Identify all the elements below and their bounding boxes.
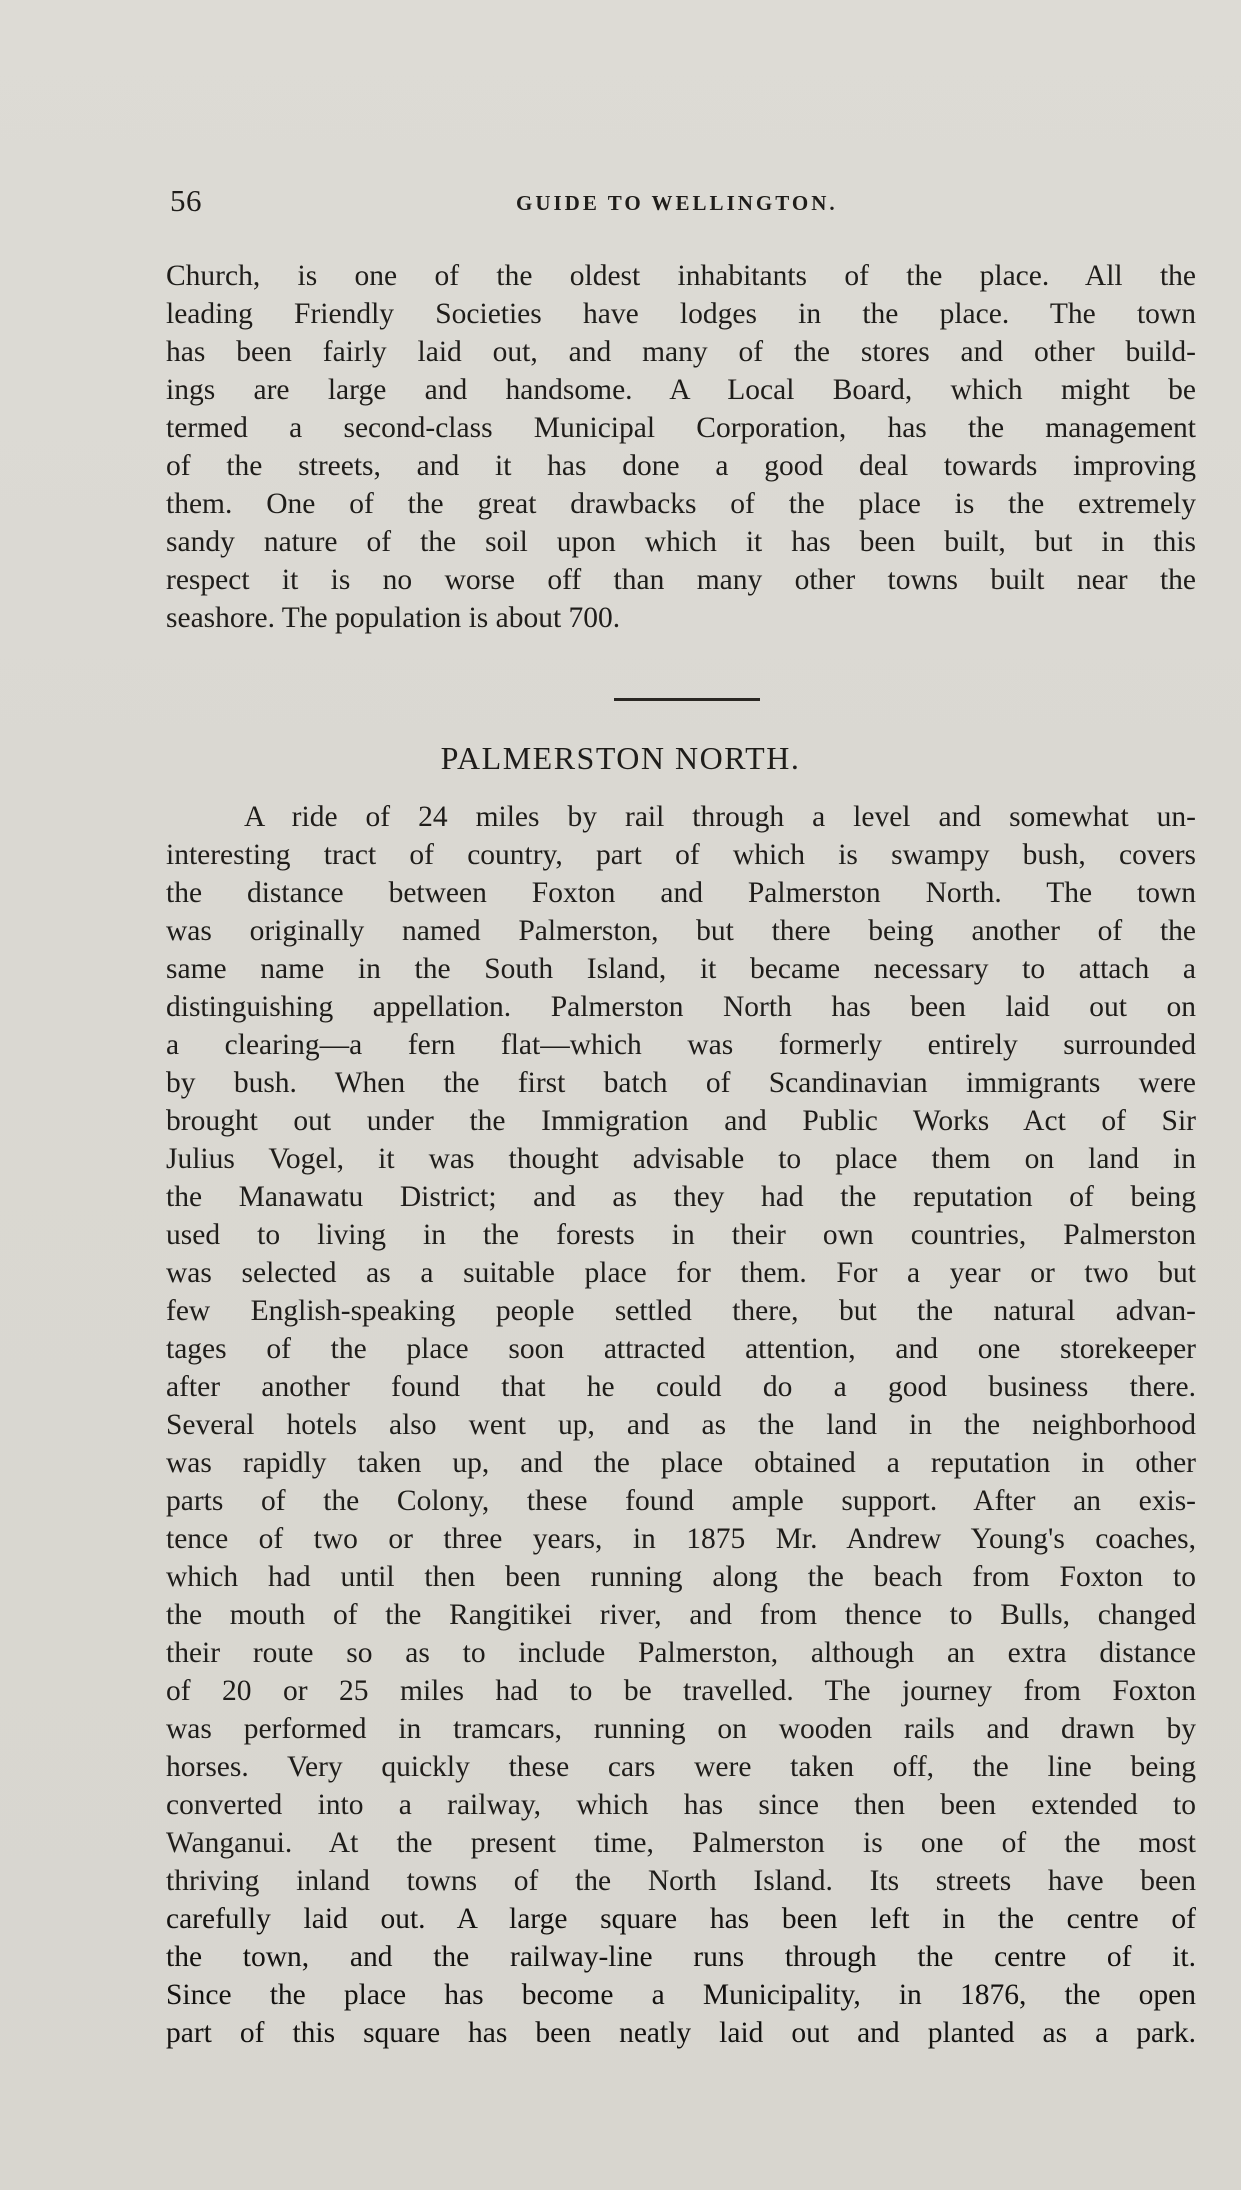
text-line: Church, is one of the oldest inhabitants of the place. All the <box>166 260 1196 292</box>
text-line: tages of the place soon attracted attention, and one storekeeper <box>166 1333 1196 1365</box>
text-line: which had until then been running along the beach from Foxton to <box>166 1561 1196 1593</box>
section-divider <box>614 698 760 701</box>
text-line: part of this square has been neatly laid out and planted as a park. <box>166 2017 1196 2049</box>
text-line: them. One of the great drawbacks of the place is the extremely <box>166 488 1196 520</box>
page-header <box>166 183 1196 223</box>
text-line: termed a second-class Municipal Corporation, has the management <box>166 412 1196 444</box>
text-line: used to living in the forests in their own countries, Palmerston <box>166 1219 1196 1251</box>
text-line: has been fairly laid out, and many of the stores and other build- <box>166 336 1196 368</box>
text-line: by bush. When the first batch of Scandinavian immigrants were <box>166 1067 1196 1099</box>
text-line: A ride of 24 miles by rail through a level and somewhat un- <box>244 801 1196 833</box>
text-line: thriving inland towns of the North Island. Its streets have been <box>166 1865 1196 1897</box>
text-line: leading Friendly Societies have lodges in the place. The town <box>166 298 1196 330</box>
text-line: Wanganui. At the present time, Palmerston is one of the most <box>166 1827 1196 1859</box>
text-line: horses. Very quickly these cars were taken off, the line being <box>166 1751 1196 1783</box>
text-line: seashore. The population is about 700. <box>166 602 621 634</box>
text-line: Since the place has become a Municipality, in 1876, the open <box>166 1979 1196 2011</box>
text-line: of the streets, and it has done a good deal towards improving <box>166 450 1196 482</box>
text-line: parts of the Colony, these found ample support. After an exis- <box>166 1485 1196 1517</box>
text-line: same name in the South Island, it became necessary to attach a <box>166 953 1196 985</box>
text-line: sandy nature of the soil upon which it has been built, but in this <box>166 526 1196 558</box>
text-line: the Manawatu District; and as they had the reputation of being <box>166 1181 1196 1213</box>
text-line: their route so as to include Palmerston, although an extra distance <box>166 1637 1196 1669</box>
text-line: a clearing—a fern flat—which was formerly entirely surrounded <box>166 1029 1196 1061</box>
text-line: the mouth of the Rangitikei river, and from thence to Bulls, changed <box>166 1599 1196 1631</box>
text-line: was originally named Palmerston, but there being another of the <box>166 915 1196 947</box>
text-line: ings are large and handsome. A Local Board, which might be <box>166 374 1196 406</box>
page-number: 56 <box>170 183 202 218</box>
text-line: Several hotels also went up, and as the land in the neighborhood <box>166 1409 1196 1441</box>
text-line: tence of two or three years, in 1875 Mr. Andrew Young's coaches, <box>166 1523 1196 1555</box>
text-line: distinguishing appellation. Palmerston North has been laid out on <box>166 991 1196 1023</box>
text-line: of 20 or 25 miles had to be travelled. The journey from Foxton <box>166 1675 1196 1707</box>
text-line: interesting tract of country, part of which is swampy bush, covers <box>166 839 1196 871</box>
text-line: respect it is no worse off than many other towns built near the <box>166 564 1196 596</box>
text-line: the town, and the railway-line runs through the centre of it. <box>166 1941 1196 1973</box>
text-line: was performed in tramcars, running on wooden rails and drawn by <box>166 1713 1196 1745</box>
text-line: after another found that he could do a good business there. <box>166 1371 1196 1403</box>
section-title: PALMERSTON NORTH. <box>440 740 801 776</box>
text-line: few English-speaking people settled there, but the natural advan- <box>166 1295 1196 1327</box>
paragraph-church <box>166 257 1196 637</box>
paragraph-palmerston <box>166 798 1196 2052</box>
text-line: converted into a railway, which has since then been extended to <box>166 1789 1196 1821</box>
text-line: Julius Vogel, it was thought advisable to place them on land in <box>166 1143 1196 1175</box>
text-line: carefully laid out. A large square has been left in the centre of <box>166 1903 1196 1935</box>
text-line: was selected as a suitable place for them. For a year or two but <box>166 1257 1196 1289</box>
running-head: GUIDE TO WELLINGTON. <box>516 191 838 215</box>
text-line: was rapidly taken up, and the place obtained a reputation in other <box>166 1447 1196 1479</box>
text-line: the distance between Foxton and Palmerston North. The town <box>166 877 1196 909</box>
text-line: brought out under the Immigration and Public Works Act of Sir <box>166 1105 1196 1137</box>
